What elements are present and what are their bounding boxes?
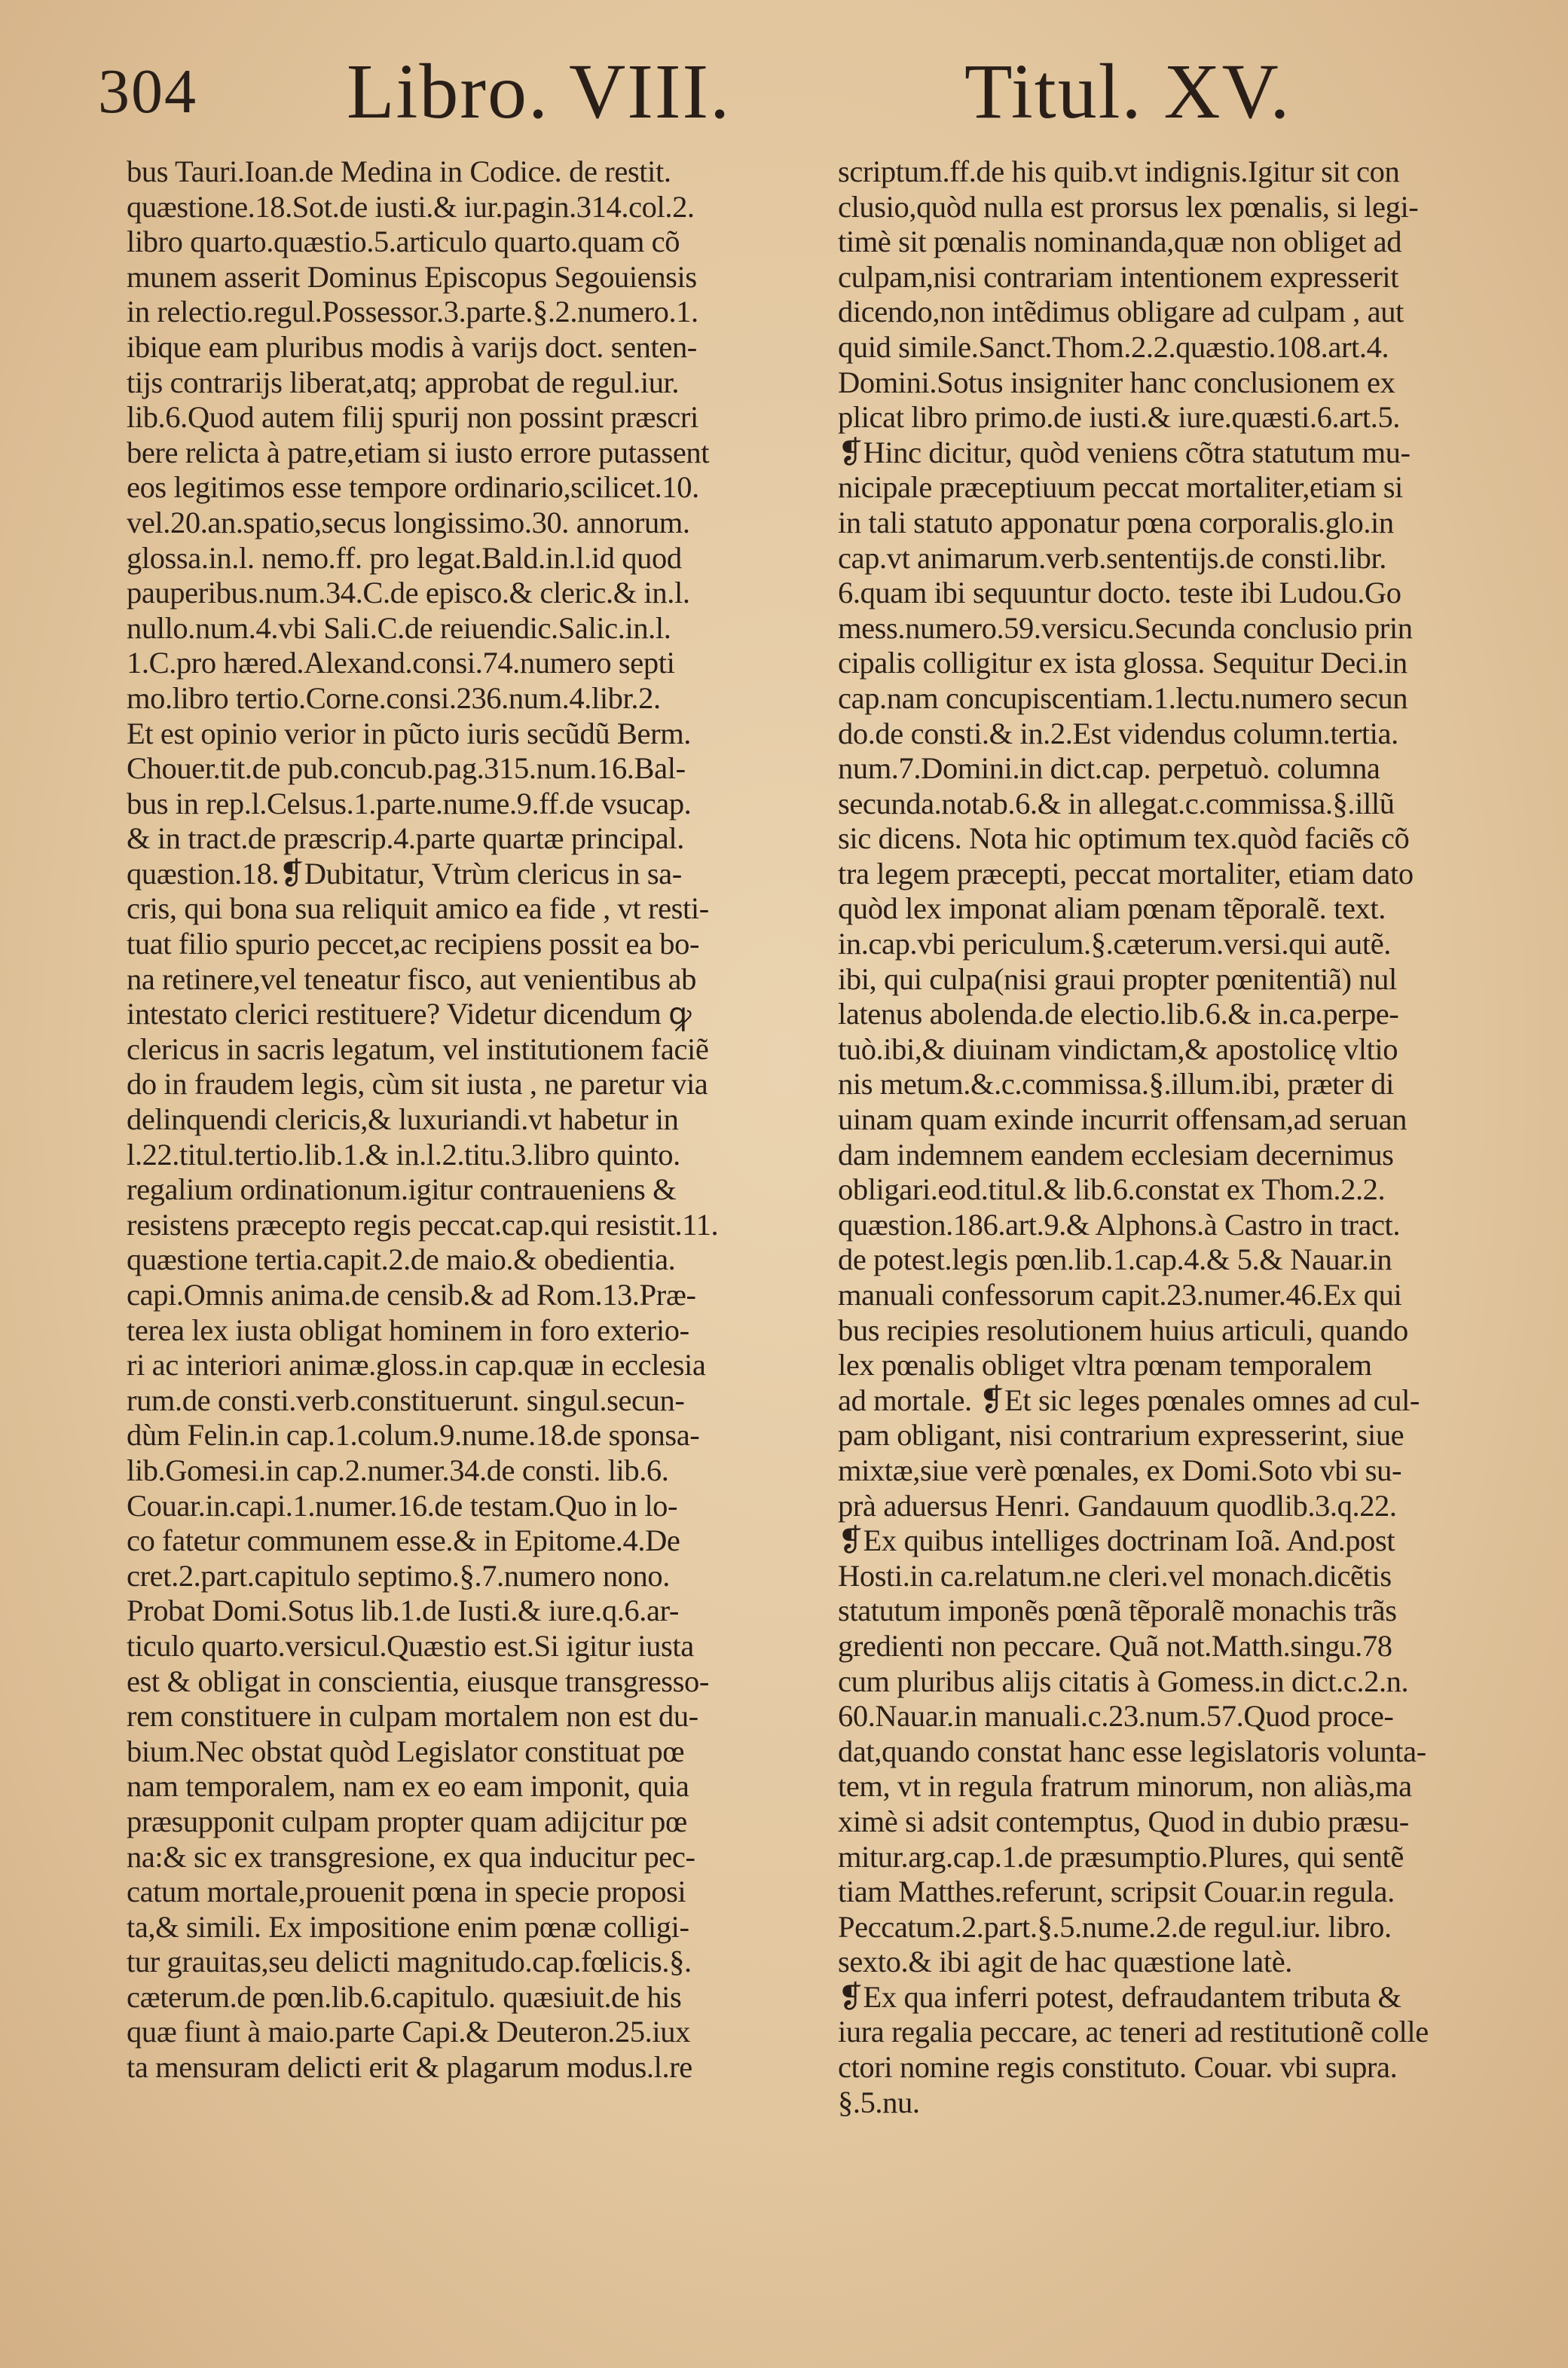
text-line: cris, qui bona sua reliquit amico ea fide , vt resti- [127,891,709,926]
text-line: clericus in sacris legatum, vel institutionem faciẽ [127,1031,709,1066]
text-line: mess.numero.59.versicu.Secunda conclusio prin [838,610,1413,645]
text-line: ❡Hinc dicitur, quòd veniens cõtra statutum mu- [838,435,1411,469]
text-line: statutum imponẽs pœnã tẽporalẽ monachis trãs [838,1593,1397,1628]
text-line: de potest.legis pœn.lib.1.cap.4.& 5.& Nauar.in [838,1242,1392,1277]
text-line: uinam quam exinde incurrit offensam,ad seruan [838,1102,1408,1137]
text-line: timè sit pœnalis nominanda,quæ non obliget ad [838,225,1402,259]
text-line: bere relicta à patre,etiam si iusto errore putassent [127,435,710,469]
text-line: catum mortale,prouenit pœna in specie proposi [127,1875,686,1909]
text-line: lex pœnalis obliget vltra pœnam temporalem [838,1348,1372,1383]
text-line: Peccatum.2.part.§.5.nume.2.de regul.iur. libro. [838,1909,1392,1944]
text-line: bus recipies resolutionem huius articuli, quando [838,1312,1408,1347]
text-line: nam temporalem, nam ex eo eam imponit, quia [127,1769,689,1804]
text-line: latenus abolenda.de electio.lib.6.& in.ca.perpe- [838,997,1399,1031]
text-line: ibique eam pluribus modis à varijs doct. senten- [127,329,697,364]
text-line: manuali confessorum capit.23.numer.46.Ex qui [838,1278,1402,1312]
text-line: culpam,nisi contrariam intentionem expresserit [838,259,1399,294]
text-line: quæ fiunt à maio.parte Capi.& Deuteron.25.iux [127,2015,690,2049]
text-line: scriptum.ff.de his quib.vt indignis.Igitur sit con [838,154,1400,188]
text-line: do.de consti.& in.2.Est videndus column.tertia. [838,716,1398,750]
text-line: lib.Gomesi.in cap.2.numer.34.de consti. lib.6. [127,1453,669,1487]
text-line: mitur.arg.cap.1.de præsumptio.Plures, qui sentẽ [838,1839,1404,1874]
text-line: quòd lex imponat aliam pœnam tẽporalẽ. text. [838,891,1386,926]
text-line: resistens præcepto regis peccat.cap.qui resistit.11. [127,1207,719,1242]
text-line: cap.nam concupiscentiam.1.lectu.numero secun [838,680,1408,715]
text-line: co fatetur communem esse.& in Epitome.4.De [127,1523,680,1558]
text-line: eos legitimos esse tempore ordinario,scilicet.10. [127,470,699,505]
text-line: regalium ordinationum.igitur contraueniens & [127,1172,677,1207]
text-line: dat,quando constat hanc esse legislatoris volunta- [838,1734,1426,1768]
text-line: cret.2.part.capitulo septimo.§.7.numero nono. [127,1558,670,1593]
text-line: tiam Matthes.referunt, scripsit Couar.in regula. [838,1875,1395,1909]
text-line: rum.de consti.verb.constituerunt. singul.secun- [127,1383,685,1417]
book-heading: Libro. VIII. [347,48,732,135]
text-line: Chouer.tit.de pub.concub.pag.315.num.16.Bal- [127,751,686,786]
left-text-column [127,154,790,2085]
text-line: tijs contrarijs liberat,atq; approbat de regul.iur. [127,365,680,399]
text-line: l.22.titul.tertio.lib.1.& in.l.2.titu.3.libro quinto. [127,1137,680,1172]
text-line: libro quarto.quæstio.5.articulo quarto.quam cõ [127,225,680,259]
text-line: mixtæ,siue verè pœnales, ex Domi.Soto vbi su- [838,1453,1402,1487]
text-line: plicat libro primo.de iusti.& iure.quæsti.6.art.5. [838,400,1401,435]
text-line: sexto.& ibi agit de hac quæstione latè. [838,1945,1293,1979]
title-heading: Titul. XV. [964,48,1291,135]
text-line: ta mensuram delicti erit & plagarum modus.l.re [127,2050,692,2085]
text-line: glossa.in.l. nemo.ff. pro legat.Bald.in.l.id quod [127,540,682,575]
text-line: in.cap.vbi periculum.§.cæterum.versi.qui autẽ. [838,927,1392,961]
text-line: est & obligat in conscientia, eiusque transgresso- [127,1664,709,1698]
text-line: na retinere,vel teneatur fisco, aut venientibus ab [127,961,696,996]
text-line: dùm Felin.in cap.1.colum.9.nume.18.de sponsa- [127,1418,700,1453]
text-line: cæterum.de pœn.lib.6.capitulo. quæsiuit.de his [127,1979,682,2014]
text-line: prà aduersus Henri. Gandauum quodlib.3.q.22. [838,1488,1397,1523]
text-line: do in fraudem legis, cùm sit iusta , ne paretur via [127,1067,708,1102]
text-line: tur grauitas,seu delicti magnitudo.cap.fœlicis.§. [127,1945,692,1979]
text-line: nicipale præceptiuum peccat mortaliter,etiam si [838,470,1403,505]
text-line: dicendo,non intẽdimus obligare ad culpam , aut [838,295,1404,329]
text-line: rem constituere in culpam mortalem non est du- [127,1699,698,1734]
text-line: ❡Ex quibus intelliges doctrinam Ioã. And.post [838,1523,1395,1558]
text-line: in tali statuto apponatur pœna corporalis.glo.in [838,505,1394,539]
text-line: 6.quam ibi sequuntur docto. teste ibi Ludou.Go [838,576,1401,610]
text-line: dam indemnem eandem ecclesiam decernimus [838,1137,1394,1172]
text-line: ❡Ex qua inferri potest, defraudantem tributa & [838,1979,1401,2014]
text-line: sic dicens. Nota hic optimum tex.quòd faciẽs cõ [838,821,1410,856]
text-line: ri ac interiori animæ.gloss.in cap.quæ in ecclesia [127,1348,706,1383]
text-line: terea lex iusta obligat hominem in foro exterio- [127,1312,689,1347]
right-text-column [838,154,1501,2120]
text-line: secunda.notab.6.& in allegat.c.commissa.§.illũ [838,786,1395,820]
text-line: & in tract.de præscrip.4.parte quartæ principal. [127,821,684,856]
text-line: delinquendi clericis,& luxuriandi.vt habetur in [127,1102,679,1137]
text-line: capi.Omnis anima.de censib.& ad Rom.13.Præ- [127,1278,696,1312]
text-line: ibi, qui culpa(nisi graui propter pœnitentiã) nul [838,961,1397,996]
text-line: ctori nomine regis constituto. Couar. vbi supra. [838,2050,1398,2085]
text-line: cum pluribus alijs citatis à Gomess.in dict.c.2.n. [838,1664,1409,1698]
text-line: nullo.num.4.vbi Sali.C.de reiuendic.Salic.in.l. [127,610,671,645]
text-line: Hosti.in ca.relatum.ne cleri.vel monach.dicẽtis [838,1558,1392,1593]
text-line: iura regalia peccare, ac teneri ad restitutionẽ colle [838,2015,1429,2049]
text-line: na:& sic ex transgresione, ex qua inducitur pec- [127,1839,695,1874]
text-line: ta,& simili. Ex impositione enim pœnæ colligi- [127,1909,689,1944]
text-line: Probat Domi.Sotus lib.1.de Iusti.& iure.q.6.ar- [127,1593,679,1628]
text-line: ticulo quarto.versicul.Quæstio est.Si igitur iusta [127,1628,694,1663]
text-line: 60.Nauar.in manuali.c.23.num.57.Quod proce- [838,1699,1394,1734]
text-line: vel.20.an.spatio,secus longissimo.30. annorum. [127,505,690,539]
text-line: munem asserit Dominus Episcopus Segouiensis [127,259,697,294]
text-line: clusio,quòd nulla est prorsus lex pœnalis, si legi- [838,189,1419,224]
text-line: 1.C.pro hæred.Alexand.consi.74.numero septi [127,646,675,680]
text-line: ximè si adsit contemptus, Quod in dubio præsu- [838,1804,1409,1838]
text-line: intestato clerici restituere? Videtur dicendum ꝙ [127,997,692,1031]
text-line: gredienti non peccare. Quã not.Matth.singu.78 [838,1628,1392,1663]
text-line: bium.Nec obstat quòd Legislator constituat pœ [127,1734,685,1768]
text-line: quæstion.18.❡Dubitatur, Vtrùm clericus in sa- [127,856,682,891]
text-line: tuò.ibi,& diuinam vindictam,& apostolicę vltio [838,1031,1398,1066]
text-line: cap.vt animarum.verb.sententijs.de consti.libr. [838,540,1387,575]
text-line: §.5.nu. [838,2085,920,2119]
text-line: cipalis colligitur ex ista glossa. Sequitur Deci.in [838,646,1408,680]
text-line: quæstione tertia.capit.2.de maio.& obedientia. [127,1242,676,1277]
text-line: tuat filio spurio peccet,ac recipiens possit ea bo- [127,927,700,961]
text-line: ad mortale. ❡Et sic leges pœnales omnes ad cul- [838,1383,1420,1417]
text-line: Couar.in.capi.1.numer.16.de testam.Quo in lo- [127,1488,678,1523]
text-line: tra legem præcepti, peccat mortaliter, etiam dato [838,856,1414,891]
text-line: tem, vt in regula fratrum minorum, non aliàs,ma [838,1769,1412,1804]
text-line: num.7.Domini.in dict.cap. perpetuò. columna [838,751,1380,786]
text-line: bus Tauri.Ioan.de Medina in Codice. de restit. [127,154,671,188]
text-line: quid simile.Sanct.Thom.2.2.quæstio.108.art.4. [838,329,1389,364]
text-line: mo.libro tertio.Corne.consi.236.num.4.libr.2. [127,680,661,715]
text-line: præsupponit culpam propter quam adijcitur pœ [127,1804,687,1838]
text-line: Domini.Sotus insigniter hanc conclusionem ex [838,365,1395,399]
text-line: nis metum.&.c.commissa.§.illum.ibi, præter di [838,1067,1394,1102]
running-header [98,47,1334,137]
text-line: Et est opinio verior in pũcto iuris secũdũ Berm. [127,716,692,750]
text-line: obligari.eod.titul.& lib.6.constat ex Thom.2.2. [838,1172,1386,1207]
text-line: bus in rep.l.Celsus.1.parte.nume.9.ff.de vsucap. [127,786,692,820]
text-line: quæstione.18.Sot.de iusti.& iur.pagin.314.col.2. [127,189,695,224]
page-number: 304 [98,57,197,127]
text-line: pauperibus.num.34.C.de episco.& cleric.& in.l. [127,576,690,610]
text-line: quæstion.186.art.9.& Alphons.à Castro in tract. [838,1207,1401,1242]
text-line: in relectio.regul.Possessor.3.parte.§.2.numero.1. [127,295,698,329]
text-line: lib.6.Quod autem filij spurij non possint præscri [127,400,698,435]
text-line: pam obligant, nisi contrarium expresserint, siue [838,1418,1404,1453]
